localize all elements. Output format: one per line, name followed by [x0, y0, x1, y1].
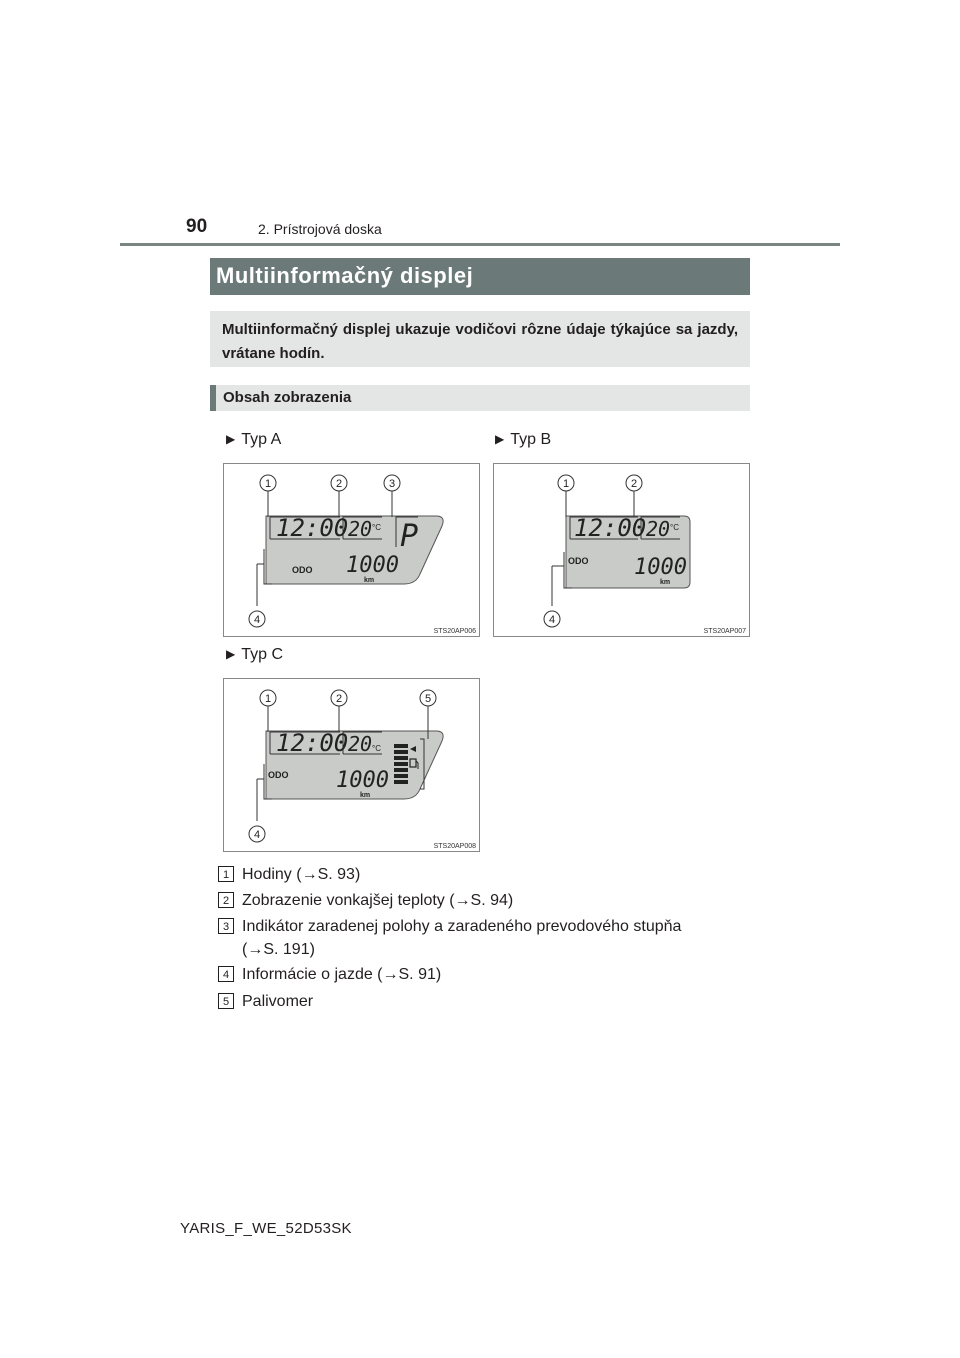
figure-type-c [223, 678, 480, 852]
callout-1: 1 [562, 478, 570, 490]
lcd-clock: 12:00 [574, 514, 647, 542]
type-a-label [226, 431, 281, 449]
callout-1: 1 [264, 693, 272, 705]
item-1-text: Hodiny (→S. 93) [242, 866, 361, 883]
subsection-title: Obsah zobrazenia [223, 389, 352, 406]
header-rule [120, 243, 840, 246]
lcd-km: km [360, 792, 371, 799]
item-3-text: Indikátor zaradenej polohy a zaradeného prevodového stupňa [242, 918, 682, 935]
lcd-temp-unit: °C [372, 744, 381, 753]
chapter-title: 2. Prístrojová doska [258, 221, 382, 237]
item-5-text: Palivomer [242, 993, 314, 1010]
lcd-odo-value: 1000 [634, 555, 687, 580]
callout-4: 4 [548, 614, 556, 626]
item-number-4: 4 [218, 966, 234, 982]
triangle-icon: ▶ [226, 432, 236, 446]
lcd-km: km [660, 579, 671, 586]
page-number: 90 [186, 216, 208, 237]
item-number-5: 5 [218, 993, 234, 1009]
item-3-text-cont: (→S. 191) [242, 941, 315, 958]
item-number-1: 1 [218, 866, 234, 882]
subsection-accent [210, 385, 216, 411]
lcd-temp-unit: °C [372, 523, 381, 532]
callout-2: 2 [335, 693, 343, 705]
lcd-clock: 12:00 [276, 514, 349, 542]
figure-code: STS20AP007 [703, 628, 746, 635]
callout-2: 2 [335, 478, 343, 490]
intro-text: Multiinformačný displej ukazuje vodičovi rôzne údaje týkajúce sa jazdy, vrátane hodín. [222, 321, 738, 362]
callout-3: 3 [388, 478, 396, 490]
triangle-icon: ▶ [495, 432, 505, 446]
figure-type-a [223, 463, 480, 637]
lcd-temp-unit: °C [670, 523, 679, 532]
item-number-2: 2 [218, 892, 234, 908]
lcd-gear: P [400, 519, 419, 554]
callout-4: 4 [253, 829, 261, 841]
item-2-text: Zobrazenie vonkajšej teploty (→S. 94) [242, 892, 514, 909]
item-number-3: 3 [218, 918, 234, 934]
type-a-text: Typ A [241, 431, 282, 448]
figure-type-b [493, 463, 750, 637]
callout-1: 1 [264, 478, 272, 490]
lcd-odo: ODO [292, 565, 313, 575]
item-4-text: Informácie o jazde (→S. 91) [242, 966, 442, 983]
lcd-km: km [364, 577, 375, 584]
lcd-odo-value: 1000 [336, 768, 389, 793]
callout-2: 2 [630, 478, 638, 490]
callout-5: 5 [424, 693, 432, 705]
callout-4: 4 [253, 614, 261, 626]
figure-code: STS20AP006 [433, 628, 476, 635]
lcd-temp: 20 [348, 517, 373, 541]
type-c-label [226, 646, 283, 664]
type-c-text: Typ C [241, 646, 284, 663]
lcd-temp: 20 [646, 517, 671, 541]
fuel-gauge [394, 744, 408, 784]
section-title: Multiinformačný displej [216, 263, 474, 288]
triangle-icon: ▶ [226, 647, 236, 661]
lcd-odo: ODO [568, 556, 589, 566]
footer-code: YARIS_F_WE_52D53SK [180, 1220, 352, 1237]
figure-code: STS20AP008 [433, 843, 476, 850]
type-b-text: Typ B [510, 431, 552, 448]
lcd-odo: ODO [268, 770, 289, 780]
lcd-temp: 20 [348, 732, 373, 756]
type-b-label [495, 431, 551, 449]
lcd-clock: 12:00 [276, 729, 349, 757]
lcd-odo-value: 1000 [346, 553, 399, 578]
